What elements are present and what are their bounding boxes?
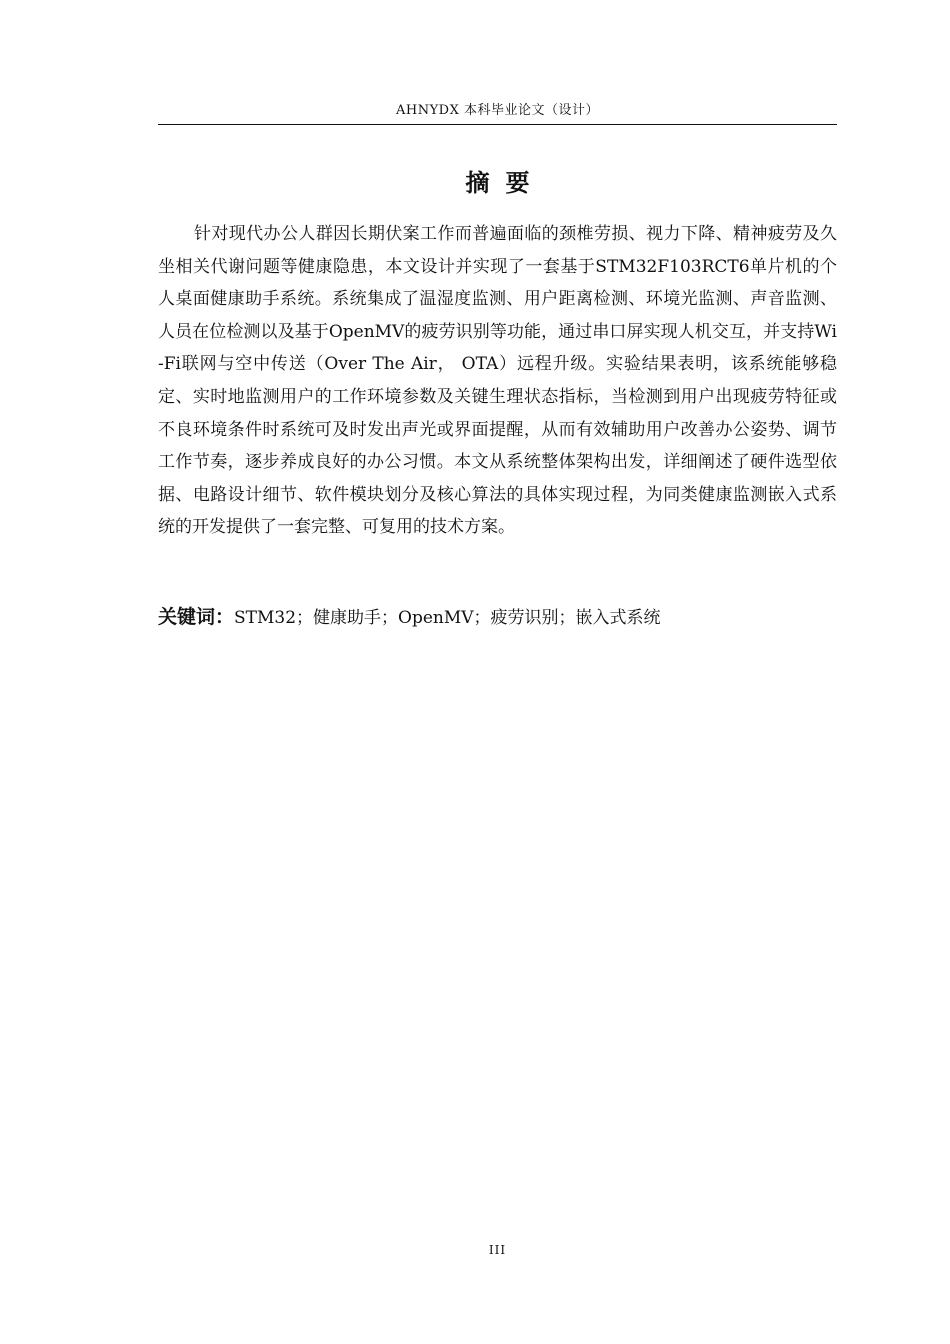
page-number: III (488, 1243, 507, 1257)
running-header: AHNYDX 本科毕业论文（设计） (396, 103, 599, 118)
abstract-body: 针对现代办公人群因长期伏案工作而普遍面临的颈椎劳损、视力下降、精神疲劳及久坐相关代谢问题等健康隐患，本文设计并实现了一套基于STM32F103RCT6单片机的个人桌面健康助手系统。系统集成了温湿度监测、用户距离检测、环境光监测、声音监测、人员在位检测以及基于OpenMV的疲劳识别等功能，通过串口屏实现人机交互，并支持Wi-Fi联网与空中传送（Over The Air， OTA）远程升级。实验结果表明，该系统能够稳定、实时地监测用户的工作环境参数及关键生理状态指标，当检测到用户出现疲劳特征或不良环境条件时系统可及时发出声光或界面提醒，从而有效辅助用户改善办公姿势、调节工作节奏，逐步养成良好的办公习惯。本文从系统整体架构出发，详细阐述了硬件选型依据、电路设计细节、软件模块划分及核心算法的具体实现过程，为同类健康监测嵌入式系统的开发提供了一套完整、可复用的技术方案。 (158, 224, 837, 538)
keywords-line (158, 603, 837, 632)
header-divider (158, 124, 837, 125)
keywords-label: 关键词： (158, 606, 235, 628)
abstract-title: 摘要 (465, 169, 546, 197)
keywords-list: STM32；健康助手；OpenMV；疲劳识别；嵌入式系统 (234, 608, 661, 628)
